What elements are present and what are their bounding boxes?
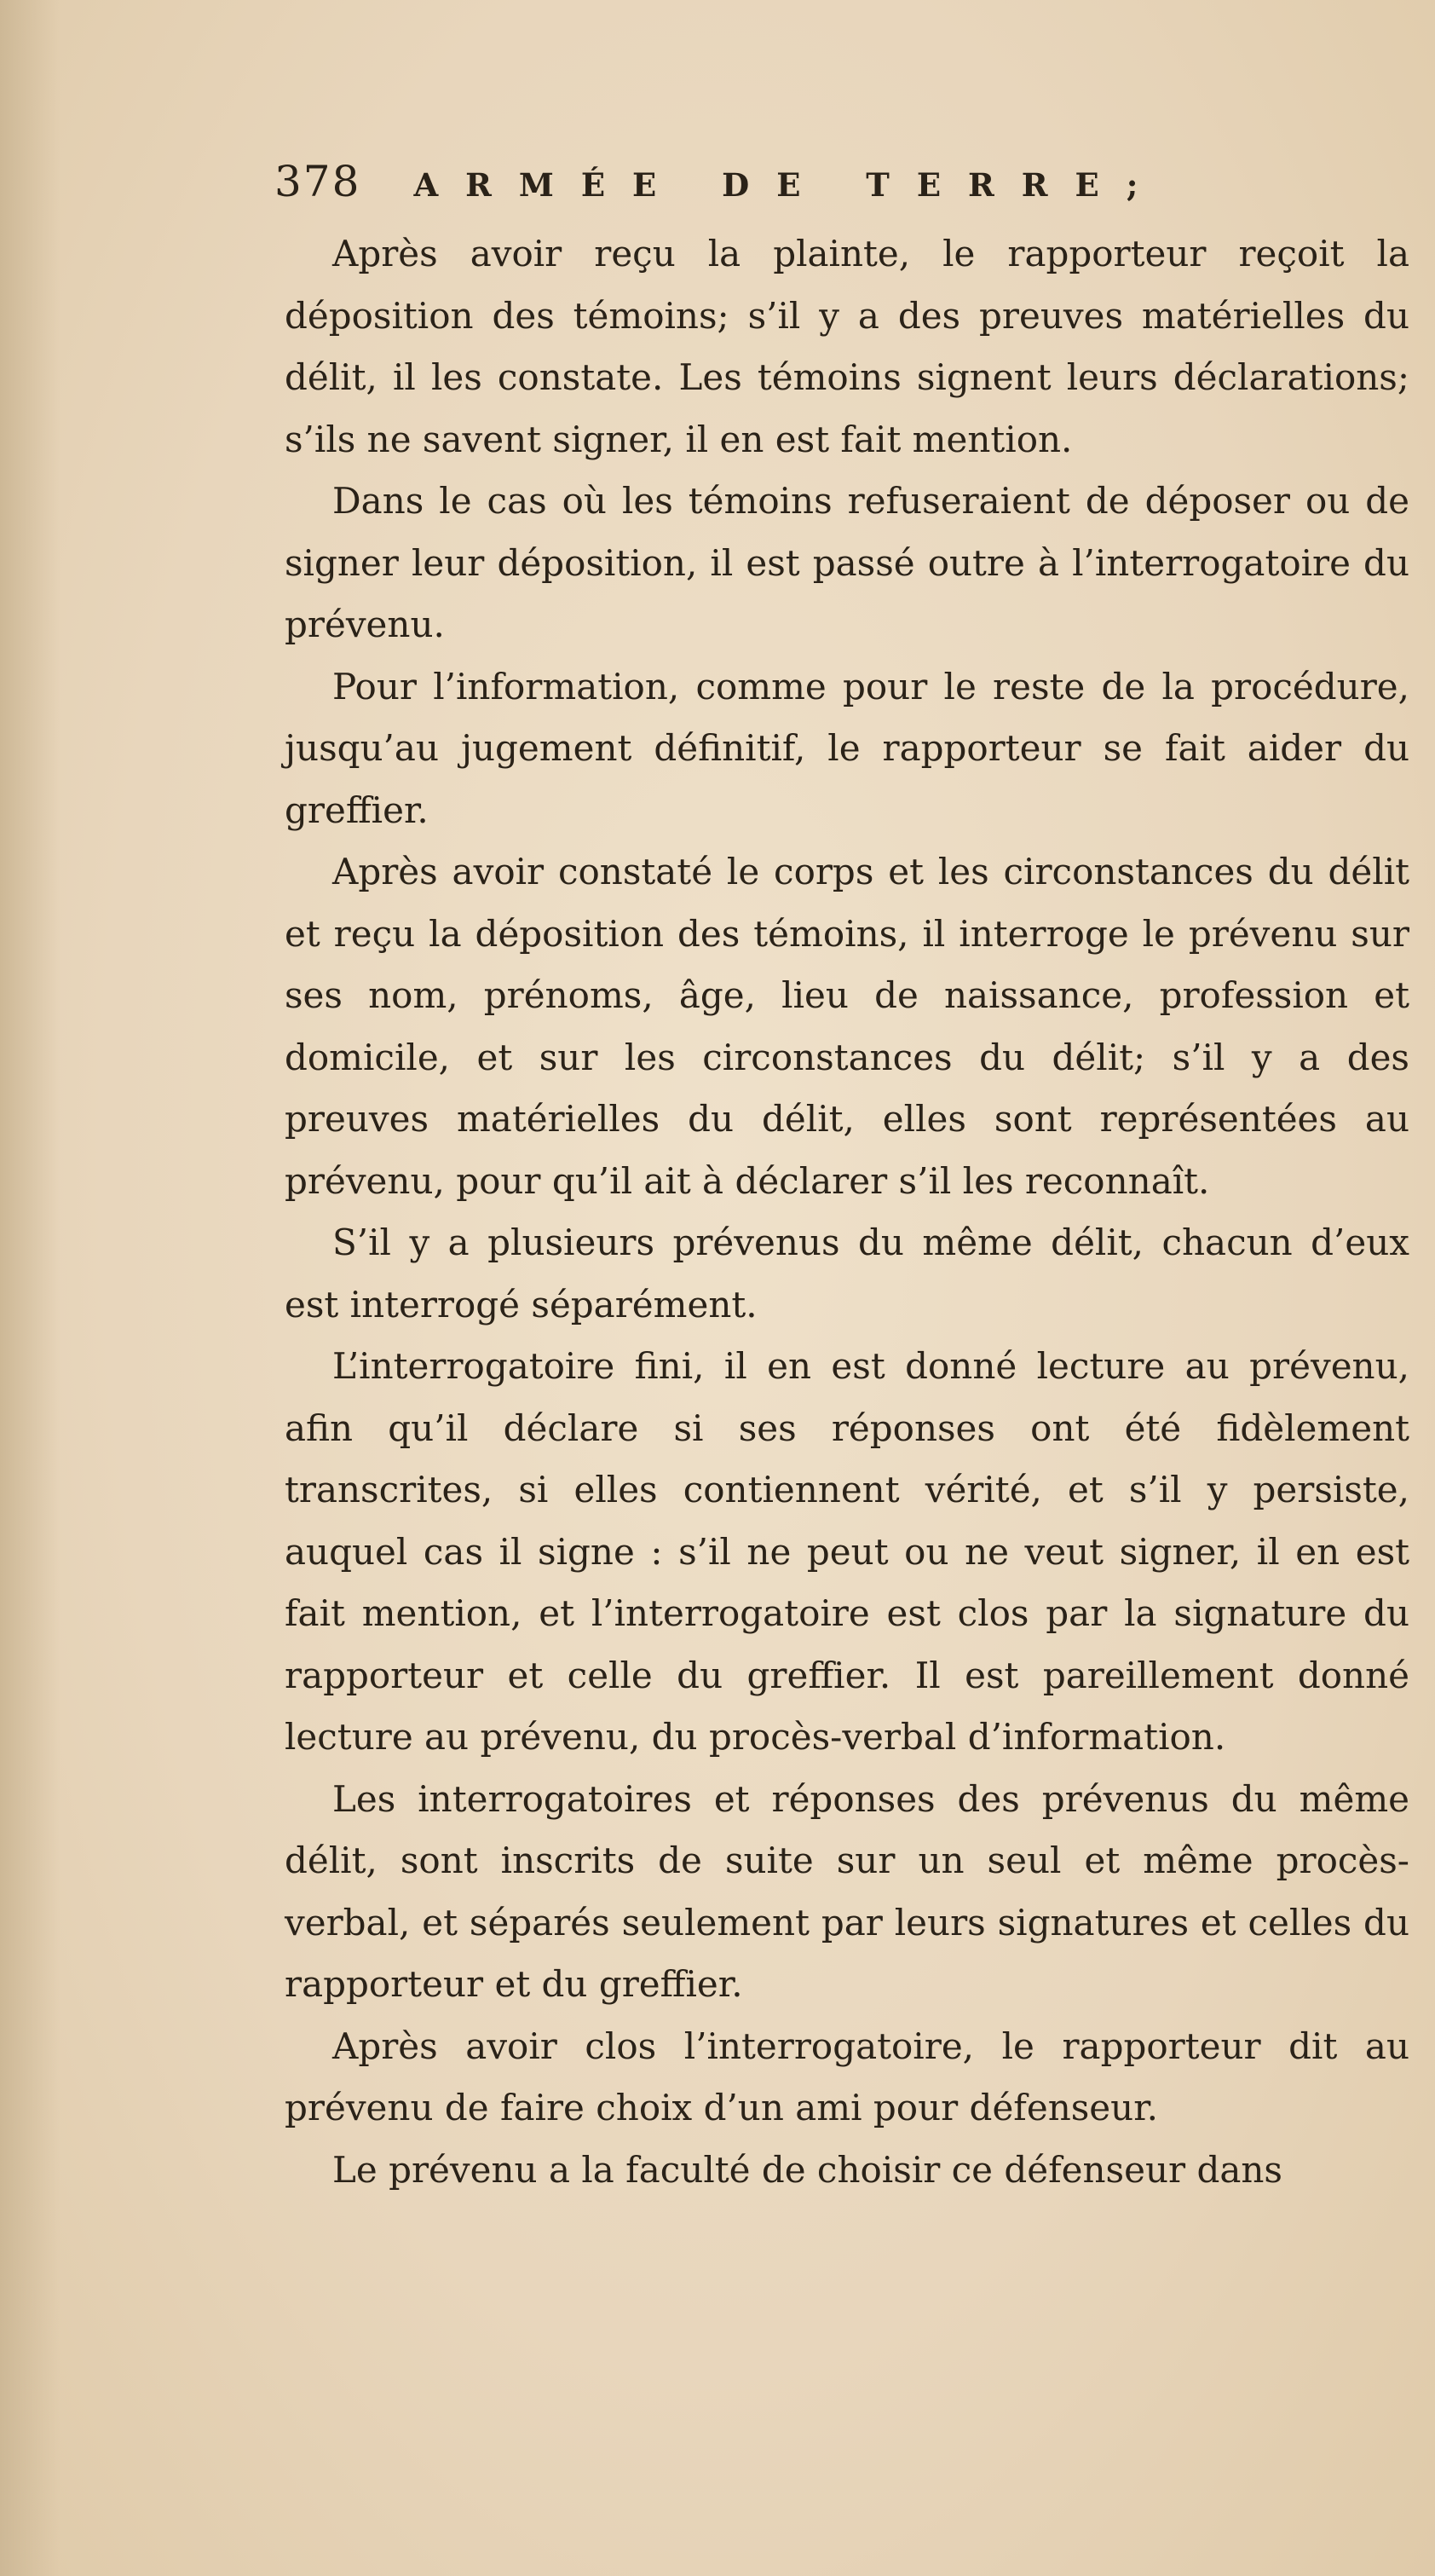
paragraph: Après avoir reçu la plainte, le rapporteur reçoit la déposition des témoins; s’il y a des preuves matérielles du délit, il les constate. Les témoins signent leurs déclarations; s’ils ne savent signer, il en est fait mention. [285, 233, 1409, 460]
page-number: 378 [274, 157, 361, 206]
paragraph: S’il y a plusieurs prévenus du même délit, chacun d’eux est interrogé séparément. [285, 1222, 1409, 1326]
paragraph: Après avoir clos l’interrogatoire, le rapporteur dit au prévenu de faire choix d’un ami pour défenseur. [285, 2024, 1409, 2128]
paragraph: Après avoir constaté le corps et les circonstances du délit et reçu la déposition des témoins, il interroge le prévenu sur ses nom, prénoms, âge, lieu de naissance, profession et domicile, et sur les circonstances du délit; s’il y a des preuves matérielles du délit, elles sont représentées au prévenu, pour qu’il ait à déclarer s’il les reconnaît. [285, 851, 1409, 1202]
page-gutter-shadow [0, 0, 60, 2576]
paragraph: Les interrogatoires et réponses des prévenus du même délit, sont inscrits de suite sur un seul et même procès-verbal, et séparés seulement par leurs signatures et celles du rapporteur et du greffier. [285, 1777, 1409, 2005]
paragraph: Dans le cas où les témoins refuseraient de déposer ou de signer leur déposition, il est passé outre à l’interrogatoire du prévenu. [285, 480, 1409, 645]
running-title: ARMÉE DE TERRE; [413, 166, 1166, 204]
paragraph: Le prévenu a la faculté de choisir ce défenseur dans [332, 2148, 1282, 2191]
paragraph: Pour l’information, comme pour le reste de la procédure, jusqu’au jugement définitif, le rapporteur se fait aider du greffier. [285, 665, 1409, 831]
paragraph: L’interrogatoire fini, il en est donné lecture au prévenu, afin qu’il déclare si ses réponses ont été fidèlement transcrites, si elles contiennent vérité, et s’il y persiste, auquel cas il signe : s’il ne peut ou ne veut signer, il en est fait mention, et l’interrogatoire est clos par la signature du rapporteur et celle du greffier. Il est pareillement donné lecture au prévenu, du procès-verbal d’information. [285, 1345, 1409, 1758]
body-text [285, 223, 1409, 2201]
page-header [274, 157, 1297, 217]
